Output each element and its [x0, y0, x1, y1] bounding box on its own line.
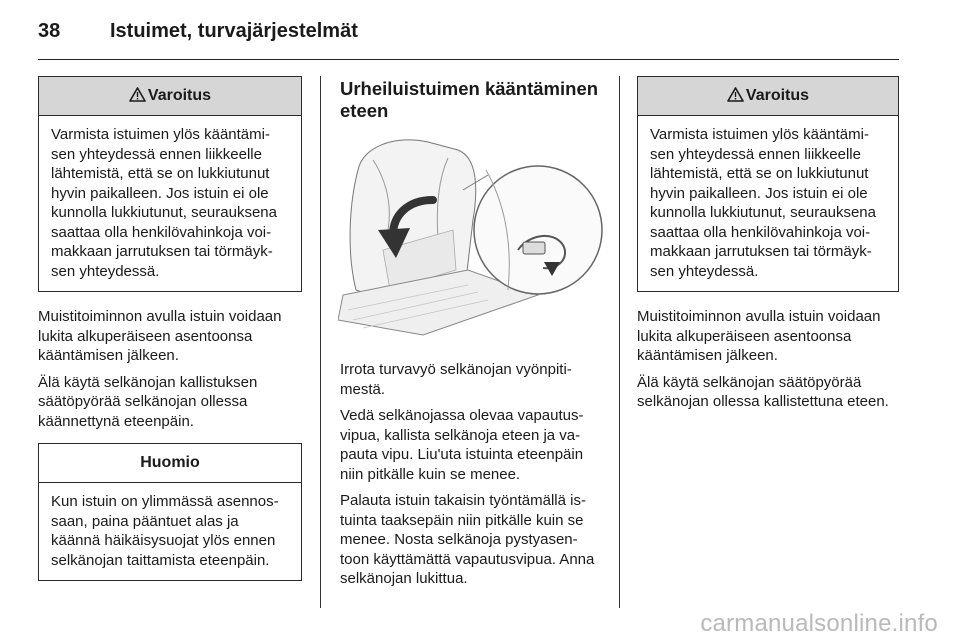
paragraph: Muistitoiminnon avulla istuin voidaan lukita alkuperäiseen asentoonsa kääntämisen jälkeen. — [637, 308, 881, 364]
column-2 — [340, 76, 604, 596]
note-box — [38, 443, 302, 581]
section-title: Urheiluistuimen kääntäminen eteen — [340, 78, 599, 121]
warning-box — [38, 76, 302, 292]
warning-box — [637, 76, 899, 292]
warning-box-header — [39, 77, 301, 116]
paragraph: Älä käytä selkänojan kallistuksen säätöpyörää selkänojan ollessa käännettynä eteenpäin. — [38, 373, 258, 430]
column-3 — [637, 76, 899, 419]
warning-text: Varmista istuimen ylös kääntämi-sen yhteydessä ennen liikkeelle lähtemistä, että se on lukkiutunut hyvin paikalleen. Jos istuin ei ole kunnolla lukkiutunut, seurauksena saattaa olla henkilövahinkoja voi-makkaan jarrutuksen tai törmäyk-sen yhteydessä. — [51, 126, 277, 280]
column-divider-1 — [320, 76, 321, 608]
page-header — [38, 20, 358, 43]
warning-triangle-icon — [129, 79, 146, 117]
paragraph: Älä käytä selkänojan säätöpyörää selkänojan ollessa kallistettuna eteen. — [637, 373, 889, 410]
note-text: Kun istuin on ylimmässä asennos-saan, paina pääntuet alas ja käännä häikäisysuojat ylös ennen selkänojan taittamista eteenpäin. — [51, 493, 279, 569]
seat-figure — [338, 130, 604, 342]
paragraph: Muistitoiminnon avulla istuin voidaan lukita alkuperäiseen asentoonsa kääntämisen jälkeen. — [38, 308, 282, 364]
note-title: Huomio — [39, 444, 301, 483]
column-divider-2 — [619, 76, 620, 608]
column-1 — [38, 76, 302, 581]
paragraph: Palauta istuin takaisin työntämällä is-tuinta taaksepäin niin pitkälle kuin se menee. Nosta selkänoja pystyasen-toon käyttämättä vapautusvipua. Anna selkänojan lukittua. — [340, 492, 595, 587]
warning-box-header — [638, 77, 898, 116]
page-title: Istuimet, turvajärjestelmät — [110, 20, 358, 42]
page-number: 38 — [38, 20, 61, 42]
warning-title: Varoitus — [147, 87, 212, 104]
paragraph: Irrota turvavyö selkänojan vyönpiti-mestä. — [340, 361, 572, 398]
paragraph: Vedä selkänojassa olevaa vapautus-vipua, kallista selkänoja eteen ja va-pauta vipu. Liu'uta istuinta eteenpäin niin pitkälle kuin se menee. — [340, 407, 584, 483]
watermark: carmanualsonline.info — [700, 610, 938, 637]
warning-title: Varoitus — [745, 87, 810, 104]
header-rule — [38, 59, 899, 60]
warning-text: Varmista istuimen ylös kääntämi-sen yhteydessä ennen liikkeelle lähtemistä, että se on lukkiutunut hyvin paikalleen. Jos istuin ei ole kunnolla lukkiutunut, seurauksena saattaa olla henkilövahinkoja voi-makkaan jarrutuksen tai törmäyk-sen yhteydessä. — [650, 126, 876, 280]
warning-triangle-icon — [727, 79, 744, 117]
